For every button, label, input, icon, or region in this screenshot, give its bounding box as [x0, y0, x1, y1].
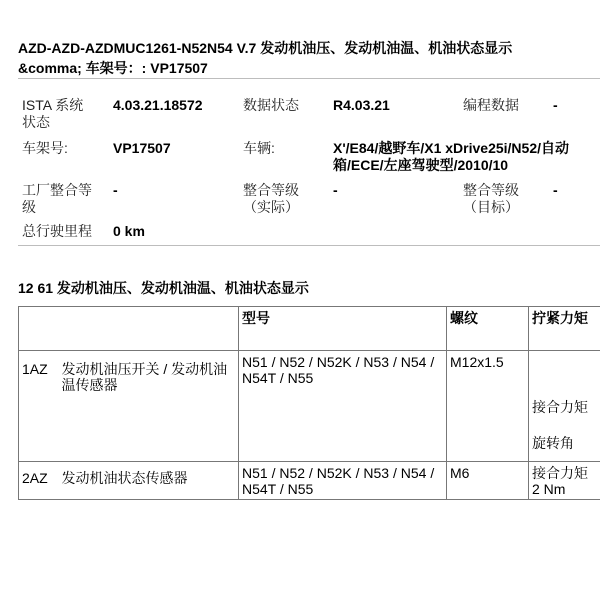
row-description: 发动机油状态传感器: [59, 462, 239, 500]
row-type: N51 / N52 / N52K / N53 / N54 / N54T / N55: [239, 462, 447, 500]
rotation-angle-label: 旋转角: [532, 435, 574, 451]
row-code: 2AZ: [19, 462, 59, 500]
document-title-line-2: &comma; 车架号：: VP17507: [18, 60, 208, 76]
data-status-label: 数据状态: [243, 97, 299, 113]
ista-status-value: 4.03.21.18572: [113, 97, 203, 113]
table-row: [19, 351, 600, 462]
target-level-label: 整合等级 （目标）: [463, 182, 519, 215]
actual-level-value: -: [333, 182, 338, 198]
factory-level-label: 工厂整合等 级: [22, 182, 92, 215]
torque-label: 接合力矩: [532, 465, 588, 481]
row-thread: M6: [447, 462, 529, 500]
factory-level-value: -: [113, 182, 118, 198]
header-description: [59, 307, 239, 351]
document-title: [18, 38, 512, 78]
programming-data-label: 编程数据: [463, 97, 519, 113]
header-type: 型号: [239, 307, 447, 351]
vehicle-value: X'/E84/越野车/X1 xDrive25i/N52/自动 箱/ECE/左座驾驶型/2010/10: [333, 140, 569, 173]
title-divider: [18, 78, 600, 79]
vin-value: VP17507: [113, 140, 171, 156]
torque-label: 接合力矩: [532, 399, 588, 415]
row-type: N51 / N52 / N52K / N53 / N54 / N54T / N55: [239, 351, 447, 462]
ista-status-label: ISTA 系统 状态: [22, 97, 84, 130]
row-torque: [529, 462, 600, 500]
header-thread: 螺纹: [447, 307, 529, 351]
header-torque: 拧紧力矩: [529, 307, 600, 351]
torque-value: 2 Nm: [532, 481, 566, 497]
section-title: 12 61 发动机油压、发动机油温、机油状态显示: [18, 280, 309, 296]
programming-data-value: -: [553, 97, 558, 113]
table-header-row: [19, 307, 600, 351]
torque-spec-table: [18, 306, 600, 500]
row-thread: M12x1.5: [447, 351, 529, 462]
mileage-value: 0 km: [113, 223, 145, 239]
vin-label: 车架号:: [22, 140, 68, 156]
actual-level-label: 整合等级 （实际）: [243, 182, 299, 215]
table-row: [19, 462, 600, 500]
document-title-line-1: AZD-AZD-AZDMUC1261-N52N54 V.7 发动机油压、发动机油温、机油状态显示: [18, 40, 513, 56]
info-divider: [18, 245, 600, 246]
row-torque: [529, 351, 600, 462]
row-code: 1AZ: [19, 351, 59, 462]
header-code: [19, 307, 59, 351]
vehicle-label: 车辆:: [243, 140, 275, 156]
mileage-label: 总行驶里程: [22, 223, 92, 239]
target-level-value: -: [553, 182, 558, 198]
data-status-value: R4.03.21: [333, 97, 390, 113]
row-description: 发动机油压开关 / 发动机油温传感器: [59, 351, 239, 462]
